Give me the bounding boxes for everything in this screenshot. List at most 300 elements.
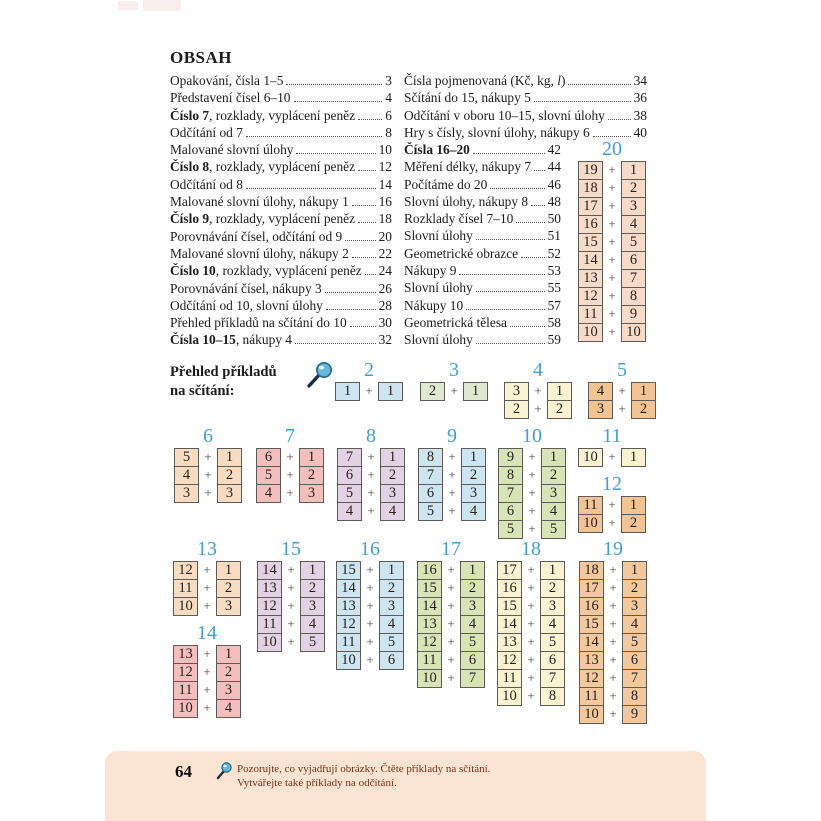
addend-cell: 2 [540,579,565,598]
toc-page-number: 59 [547,332,561,348]
addend-cell: 19 [578,161,603,180]
table-grid [417,561,485,688]
addition-table-6 [174,426,242,503]
plus-sign: + [608,497,616,512]
addend-cell: 17 [578,197,603,216]
table-sum-header: 10 [522,425,542,447]
plus-sign: + [528,449,536,464]
addend-cell: 4 [380,502,405,521]
addend-cell: 6 [379,651,404,670]
addend-cell: 4 [460,615,485,634]
addend-cell: 3 [541,484,566,503]
plus-sign: + [286,467,294,482]
addend-cell: 12 [497,651,522,670]
toc-entry-text: Malované slovní úlohy, nákupy 1 [170,194,349,210]
plus-sign: + [366,652,374,667]
footer-note-line2: Vytvářejte také příklady na odčítání. [237,777,397,789]
addend-cell: 6 [540,651,565,670]
addend-cell: 5 [256,466,281,485]
toc-title: OBSAH [170,48,233,67]
toc-page-number: 14 [378,176,392,192]
toc-dot-leader [352,205,376,206]
plus-sign: + [450,383,458,398]
addend-cell: 1 [622,561,647,580]
addition-table-7 [256,426,324,503]
addend-cell: 10 [578,323,603,342]
toc-entry-text: Odčítání od 8 [170,176,243,192]
addend-cell: 4 [337,502,362,521]
table-grid [578,448,646,467]
table-grid [588,382,656,419]
addend-cell: 4 [174,466,199,485]
addend-cell: 16 [579,597,604,616]
toc-entry-text: Představení čísel 6–10 [170,90,291,106]
addend-cell: 14 [417,597,442,616]
addend-cell: 8 [621,287,646,306]
addend-cell: 1 [540,561,565,580]
table-grid [498,448,566,539]
toc-row [170,158,392,175]
addend-cell: 13 [336,597,361,616]
addition-table-2 [335,360,403,401]
toc-row [170,228,392,245]
plus-sign: + [534,401,542,416]
addition-table-12 [578,474,646,533]
addend-cell: 8 [622,687,647,706]
toc-dot-leader [593,136,631,137]
addend-cell: 16 [578,215,603,234]
addend-cell: 7 [622,669,647,688]
toc-page-number: 30 [378,315,392,331]
toc-row [170,331,392,348]
addition-table-16 [336,539,404,670]
addend-cell: 2 [216,579,241,598]
addend-cell: 9 [498,448,523,467]
addend-cell: 2 [504,400,529,419]
toc-page-number: 34 [633,73,647,88]
plus-sign: + [447,652,455,667]
addend-cell: 10 [578,514,603,533]
plus-sign: + [204,467,212,482]
addend-cell: 8 [498,466,523,485]
toc-entry-text: Čísla 16–20 [404,142,470,157]
toc-page-number: 40 [633,124,647,140]
plus-sign: + [527,670,535,685]
toc-page-number: 53 [547,263,561,279]
addend-cell: 4 [541,502,566,521]
toc-row [170,107,392,124]
toc-row [404,245,561,262]
toc-entry-text: Slovní úlohy [404,332,473,348]
toc-page-number: 36 [633,90,647,106]
addend-cell: 2 [547,400,572,419]
plus-sign: + [287,580,295,595]
addend-cell: 10 [257,633,282,652]
addend-cell: 15 [336,561,361,580]
toc-row [404,227,561,244]
addend-cell: 13 [173,645,198,664]
plus-sign: + [618,383,626,398]
addend-cell: 5 [300,633,325,652]
toc-entry-text: Rozklady čísel 7–10 [404,211,514,227]
plus-sign: + [608,234,616,249]
addend-cell: 4 [300,615,325,634]
addend-cell: 12 [173,561,198,580]
toc-page-number: 55 [547,280,561,296]
toc-row [404,279,561,296]
plus-sign: + [608,180,616,195]
addend-cell: 2 [379,579,404,598]
plus-sign: + [286,449,294,464]
addition-table-18 [497,539,565,706]
toc-dot-leader [326,309,376,310]
toc-dot-leader [476,239,545,240]
table-grid [504,382,572,419]
toc-page-number: 42 [547,142,561,157]
toc-entry-text: Slovní úlohy [404,228,473,244]
plus-sign: + [366,634,374,649]
toc-row [170,280,392,297]
addend-cell: 1 [463,382,488,401]
addend-cell: 2 [300,579,325,598]
toc-page-number: 44 [547,159,561,175]
table-grid [336,561,404,670]
table-grid [173,561,241,616]
plus-sign: + [367,449,375,464]
plus-sign: + [534,383,542,398]
addend-cell: 6 [498,502,523,521]
addend-cell: 1 [379,561,404,580]
addend-cell: 2 [380,466,405,485]
addend-cell: 7 [498,484,523,503]
plus-sign: + [609,580,617,595]
toc-row [404,314,561,331]
plus-sign: + [366,562,374,577]
toc-row [170,245,392,262]
addend-cell: 7 [621,269,646,288]
addend-cell: 12 [578,287,603,306]
table-sum-header: 19 [603,538,623,560]
toc-entry-text: Geometrická tělesa [404,314,507,330]
toc-row [170,210,392,227]
addend-cell: 5 [460,633,485,652]
addend-cell: 10 [417,669,442,688]
scan-artifact [118,1,138,10]
footer-note-line1: Pozorujte, co vyjadřují obrázky. Čtěte příklady na sčítání. [237,763,491,775]
addend-cell: 5 [498,520,523,539]
plus-sign: + [287,616,295,631]
addend-cell: 9 [621,305,646,324]
plus-sign: + [203,580,211,595]
plus-sign: + [448,485,456,500]
plus-sign: + [447,580,455,595]
plus-sign: + [608,515,616,530]
addend-cell: 12 [336,615,361,634]
addend-cell: 3 [299,484,324,503]
addend-cell: 13 [579,651,604,670]
toc-page-number: 22 [378,245,392,261]
toc-dot-leader [531,205,544,206]
plus-sign: + [608,288,616,303]
toc-dot-leader [358,119,382,120]
addend-cell: 1 [621,161,646,180]
toc-entry-text: Čísla 10–15, nákupy 4 [170,332,293,348]
plus-sign: + [365,383,373,398]
addend-cell: 1 [460,561,485,580]
table-grid [418,448,486,521]
toc-dot-leader [473,153,545,154]
addend-cell: 17 [579,579,604,598]
addend-cell: 10 [336,651,361,670]
addend-cell: 2 [461,466,486,485]
magnifier-icon [215,761,233,783]
plus-sign: + [609,598,617,613]
addend-cell: 3 [540,597,565,616]
plus-sign: + [608,449,616,464]
addend-cell: 3 [622,597,647,616]
table-sum-header: 15 [281,538,301,560]
addend-cell: 3 [216,681,241,700]
toc-dot-leader [295,343,376,344]
toc-dot-leader [246,136,382,137]
overview-label-line1: Přehled příkladů [170,364,277,380]
toc-row [404,262,561,279]
addend-cell: 11 [257,615,282,634]
toc-row [404,210,561,227]
addend-cell: 3 [380,484,405,503]
addend-cell: 18 [579,561,604,580]
addend-cell: 3 [504,382,529,401]
toc-entry-text: Přehled příkladů na sčítání do 10 [170,315,347,331]
toc-row [170,314,392,331]
plus-sign: + [367,485,375,500]
addend-cell: 1 [299,448,324,467]
addend-cell: 11 [497,669,522,688]
addition-table-19 [579,539,647,724]
table-sum-header: 17 [441,538,461,560]
toc-entry-text: Číslo 10, rozklady, vyplácení peněz [170,263,362,279]
toc-page-number: 16 [378,194,392,210]
plus-sign: + [527,598,535,613]
addend-cell: 5 [621,233,646,252]
plus-sign: + [448,503,456,518]
page-number: 64 [175,762,192,781]
toc-dot-leader [365,274,376,275]
addend-cell: 11 [578,305,603,324]
addend-cell: 13 [578,269,603,288]
addition-table-5 [588,360,656,419]
plus-sign: + [608,270,616,285]
plus-sign: + [527,634,535,649]
plus-sign: + [286,485,294,500]
table-grid [174,448,242,503]
addend-cell: 2 [631,400,656,419]
toc-row [170,141,392,158]
overview-label-line2: na sčítání: [170,383,235,399]
toc-dot-leader [534,101,631,102]
addend-cell: 14 [579,633,604,652]
magnifier-icon [303,359,333,389]
plus-sign: + [609,634,617,649]
addend-cell: 1 [335,382,360,401]
plus-sign: + [608,306,616,321]
toc-row [170,297,392,314]
addend-cell: 11 [579,687,604,706]
plus-sign: + [366,598,374,613]
plus-sign: + [528,467,536,482]
table-sum-header: 2 [364,359,374,381]
addend-cell: 5 [379,633,404,652]
toc-row [404,331,561,348]
plus-sign: + [608,198,616,213]
plus-sign: + [204,449,212,464]
table-sum-header: 11 [602,425,622,447]
toc-row [170,262,392,279]
addend-cell: 13 [417,615,442,634]
addend-cell: 2 [420,382,445,401]
toc-dot-leader [350,326,376,327]
plus-sign: + [447,670,455,685]
plus-sign: + [204,485,212,500]
addition-table-15 [257,539,325,652]
addend-cell: 6 [337,466,362,485]
addend-cell: 1 [541,448,566,467]
toc-dot-leader [521,257,544,258]
addend-cell: 11 [417,651,442,670]
plus-sign: + [527,580,535,595]
addend-cell: 2 [622,579,647,598]
toc-row [404,176,561,193]
toc-dot-leader [476,343,545,344]
table-sum-header: 7 [285,425,295,447]
toc-row [170,89,392,106]
toc-dot-leader [476,291,545,292]
plus-sign: + [609,616,617,631]
addend-cell: 2 [621,179,646,198]
addend-cell: 7 [418,466,443,485]
plus-sign: + [609,670,617,685]
toc-dot-leader [246,188,376,189]
plus-sign: + [287,562,295,577]
toc-dot-leader [286,84,382,85]
addend-cell: 14 [578,251,603,270]
addition-table-17 [417,539,485,688]
toc-dot-leader [534,170,545,171]
toc-entry-text: Sčítání do 15, nákupy 5 [404,90,531,106]
toc-page-number: 38 [633,107,647,123]
addend-cell: 2 [541,466,566,485]
addend-cell: 1 [300,561,325,580]
addend-cell: 12 [257,597,282,616]
scan-artifact [143,0,181,11]
table-sum-header: 13 [197,538,217,560]
toc-dot-leader [516,222,544,223]
plus-sign: + [528,503,536,518]
toc-page-number: 3 [385,73,392,88]
addend-cell: 3 [216,597,241,616]
addend-cell: 5 [418,502,443,521]
plus-sign: + [609,562,617,577]
plus-sign: + [608,324,616,339]
addend-cell: 4 [540,615,565,634]
addend-cell: 7 [540,669,565,688]
toc-entry-text: Porovnávání čísel, odčítání od 9 [170,228,343,244]
addend-cell: 5 [174,448,199,467]
toc-dot-leader [510,326,545,327]
addend-cell: 6 [460,651,485,670]
toc-row [404,107,647,124]
toc-page-number: 18 [378,211,392,227]
addend-cell: 5 [540,633,565,652]
table-sum-header: 3 [449,359,459,381]
table-grid [579,561,647,724]
addend-cell: 2 [299,466,324,485]
table-grid [578,161,646,342]
addend-cell: 10 [173,597,198,616]
toc-entry-text: Opakování, čísla 1–5 [170,73,284,88]
addend-cell: 4 [588,382,613,401]
addend-cell: 18 [578,179,603,198]
toc-entry-text: Odčítání v oboru 10–15, slovní úlohy [404,107,605,123]
plus-sign: + [527,562,535,577]
addend-cell: 6 [622,651,647,670]
toc-dot-leader [490,188,544,189]
toc-entry-text: Číslo 8, rozklady, vyplácení peněz [170,159,356,175]
plus-sign: + [366,616,374,631]
table-sum-header: 9 [447,425,457,447]
addend-cell: 11 [173,681,198,700]
toc-row [170,193,392,210]
table-sum-header: 5 [617,359,627,381]
plus-sign: + [203,682,211,697]
addend-cell: 3 [460,597,485,616]
plus-sign: + [608,252,616,267]
toc-entry-text: Porovnávání čísel, nákupy 3 [170,280,322,296]
toc-row [170,124,392,141]
plus-sign: + [366,580,374,595]
addend-cell: 13 [497,633,522,652]
addend-cell: 6 [621,251,646,270]
table-grid [173,645,241,718]
toc-page-number: 10 [378,142,392,158]
addend-cell: 1 [216,645,241,664]
toc-dot-leader [459,274,544,275]
toc-entry-text: Číslo 9, rozklady, vyplácení peněz [170,211,356,227]
toc-entry-text: Měření délky, nákupy 7 [404,159,532,175]
table-sum-header: 18 [521,538,541,560]
toc-page-number: 32 [378,332,392,348]
toc-page-number: 51 [547,228,561,244]
plus-sign: + [618,401,626,416]
addend-cell: 3 [300,597,325,616]
addend-cell: 10 [578,448,603,467]
table-sum-header: 14 [197,622,217,644]
toc-entry-text: Malované slovní úlohy [170,142,294,158]
addend-cell: 10 [173,699,198,718]
toc-column-left [170,72,392,349]
toc-page-number: 26 [378,280,392,296]
toc-page-number: 12 [378,159,392,175]
plus-sign: + [608,216,616,231]
addend-cell: 15 [578,233,603,252]
toc-entry-text: Počítáme do 20 [404,176,488,192]
addend-cell: 16 [417,561,442,580]
plus-sign: + [447,598,455,613]
plus-sign: + [203,598,211,613]
toc-entry-text: Odčítání od 7 [170,124,243,140]
addend-cell: 1 [380,448,405,467]
addend-cell: 11 [578,496,603,515]
